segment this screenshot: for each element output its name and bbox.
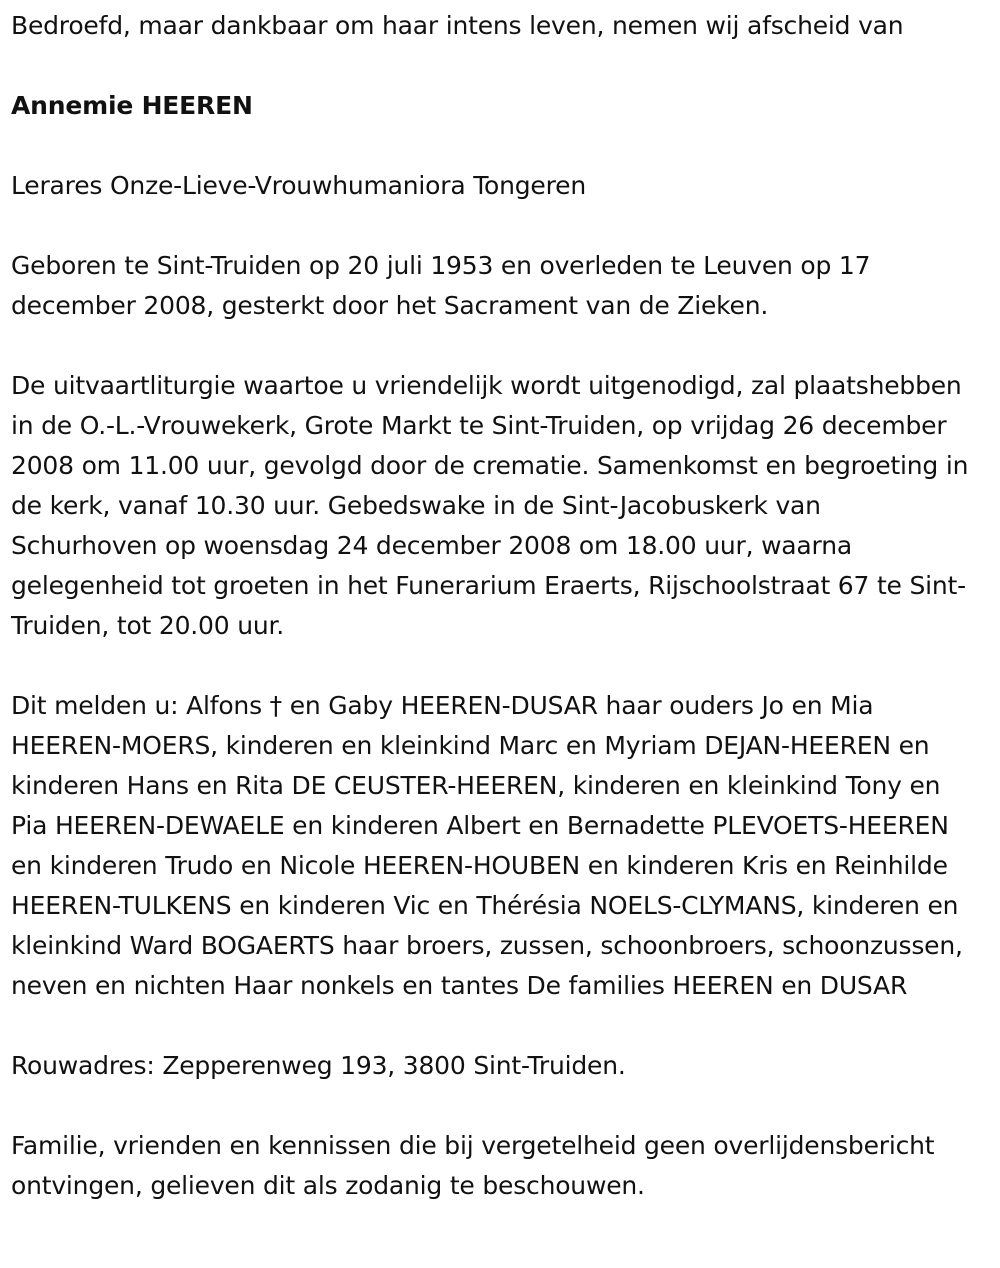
birth-death-text: Geboren te Sint-Truiden op 20 juli 1953 en overleden te Leuven op 17 december 2008, gesterkt door het Sacrament van de Zieken. [11, 251, 871, 320]
occupation-text: Lerares Onze-Lieve-Vrouwhumaniora Tongeren [11, 171, 586, 200]
family-text: Dit melden u: Alfons † en Gaby HEEREN-DUSAR haar ouders Jo en Mia HEEREN-MOERS, kinderen en kleinkind Marc en Myriam DEJAN-HEEREN en kinderen Hans en Rita DE CEUSTER-HEEREN, kinderen en kleinkind Tony en Pia HEEREN-DEWAELE en kinderen Albert en Bernadette PLEVOETS-HEEREN en kinderen Trudo en Nicole HEEREN-HOUBEN en kinderen Kris en Reinhilde HEEREN-TULKENS en kinderen Vic en Thérésia NOELS-CLYMANS, kinderen en kleinkind Ward BOGAERTS haar broers, zussen, schoonbroers, schoonzussen, neven en nichten Haar nonkels en tantes De families HEEREN en DUSAR [11, 691, 963, 1000]
obituary-document [0, 6, 979, 1206]
closing-text: Familie, vrienden en kennissen die bij vergetelheid geen overlijdensbericht ontvingen, gelieven dit als zodanig te beschouwen. [11, 1131, 935, 1200]
deceased-name: Annemie HEEREN [11, 91, 253, 120]
ceremony-text: De uitvaartliturgie waartoe u vriendelijk wordt uitgenodigd, zal plaatshebben in de O.-L.-Vrouwekerk, Grote Markt te Sint-Truiden, op vrijdag 26 december 2008 om 11.00 uur, gevolgd door de crematie. Samenkomst en begroeting in de kerk, vanaf 10.30 uur. Gebedswake in de Sint-Jacobuskerk van Schurhoven op woensdag 24 december 2008 om 18.00 uur, waarna gelegenheid tot groeten in het Funerarium Eraerts, Rijschoolstraat 67 te Sint-Truiden, tot 20.00 uur. [11, 371, 969, 640]
intro-text: Bedroefd, maar dankbaar om haar intens leven, nemen wij afscheid van [11, 11, 904, 40]
address-text: Rouwadres: Zepperenweg 193, 3800 Sint-Truiden. [11, 1051, 626, 1080]
